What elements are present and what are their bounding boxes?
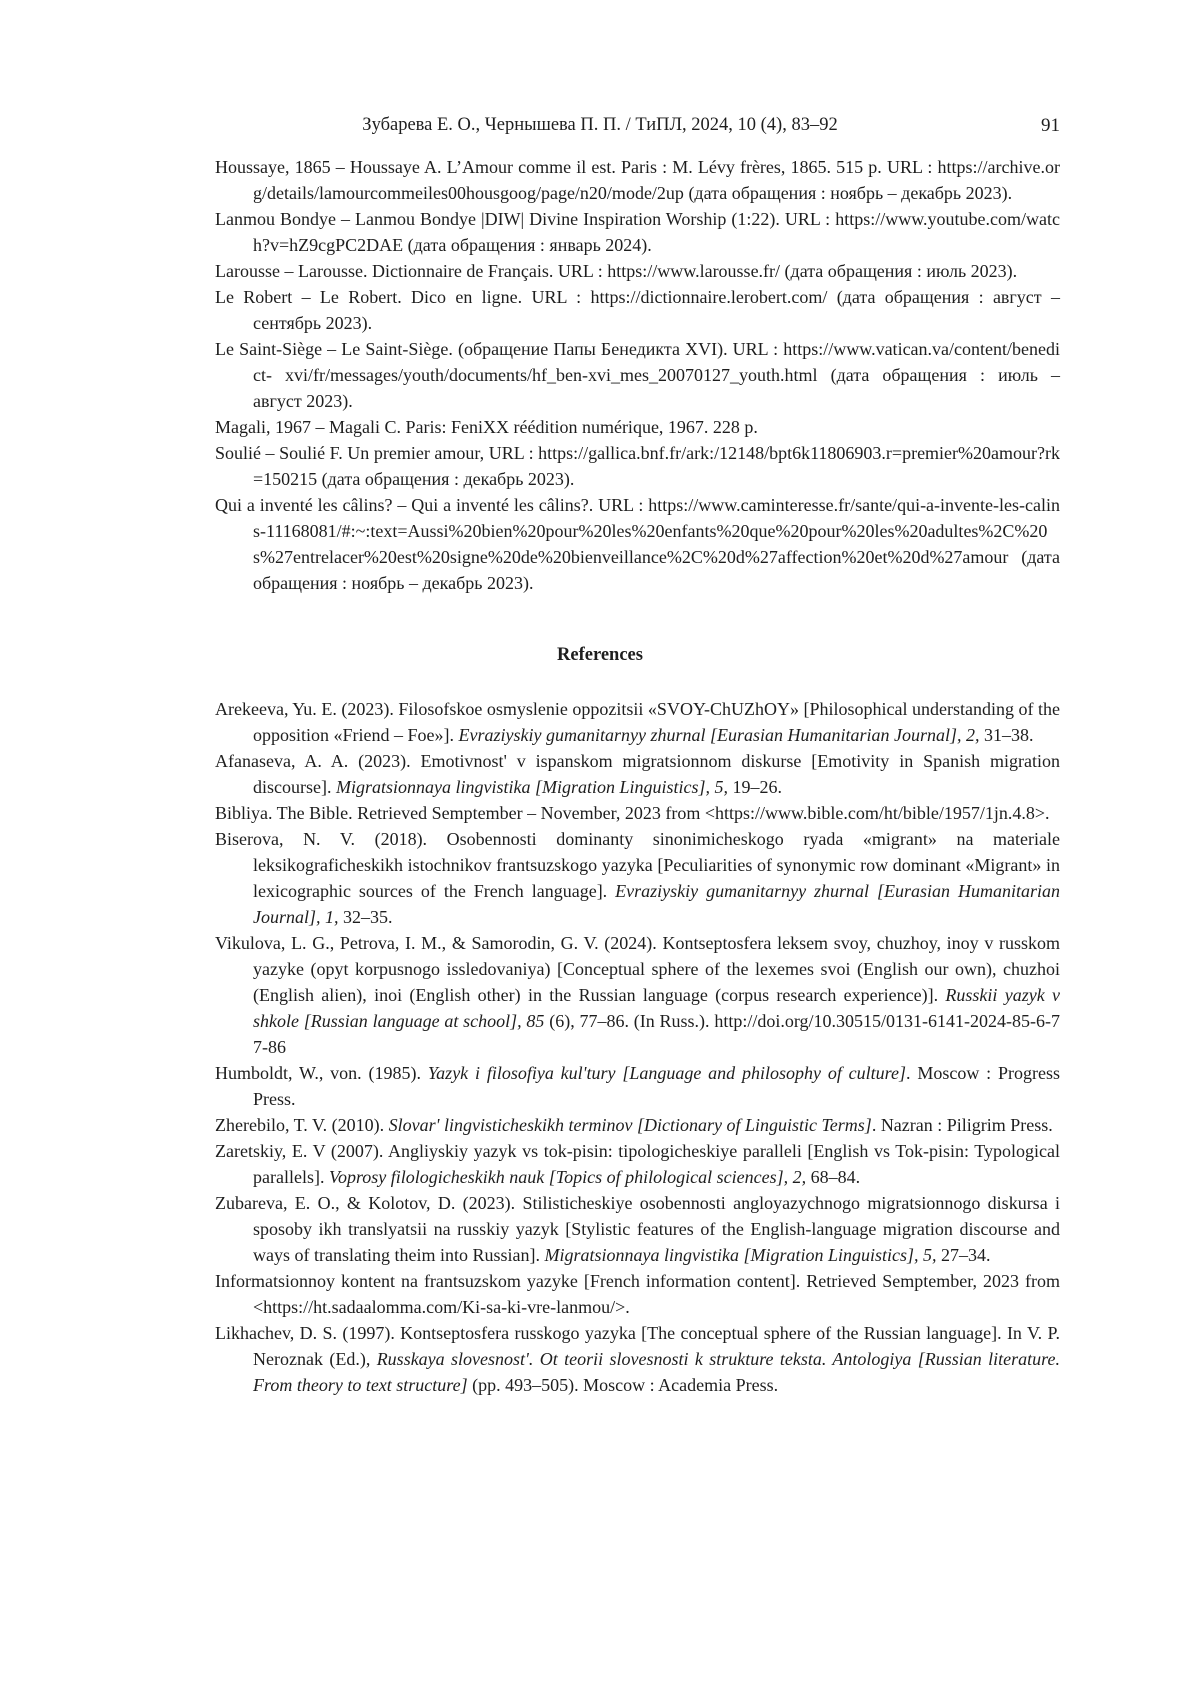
reference-entry	[215, 826, 1060, 930]
bibliography-entry	[215, 492, 1060, 596]
text-segment: Zubareva, E. O., & Kolotov, D. (2023). Stilisticheskiye osobennosti angloyazychnogo migratsionnogo diskursa i sposoby ikh translyatsii na russkiy yazyk [Stylistic features of the English-language migration discourse and ways of translating theim into Russian].	[215, 1193, 1060, 1265]
url-text: https://www.youtube.com/watch?v=hZ9cgPC2DAE	[253, 209, 1060, 255]
text-segment: Larousse – Larousse. Dictionnaire de Français. URL :	[215, 261, 608, 281]
text-segment: Vikulova, L. G., Petrova, I. M., & Samorodin, G. V. (2024). Kontseptosfera leksem svoy, chuzhoy, inoy v russkom yazyke (opyt korpusnogo issledovaniya) [Conceptual sphere of the lexemes svoi (English our own), chuzhoi (English alien), inoi (English other) in the Russian language (corpus research experience)].	[215, 933, 1060, 1005]
text-segment: 68–84.	[806, 1167, 861, 1187]
text-segment: . Moscow : Progress Press.	[253, 1063, 1060, 1109]
text-segment: >.	[615, 1297, 630, 1317]
text-segment: Zherebilo, T. V. (2010).	[215, 1115, 389, 1135]
url-text: https://ht.sadaalomma.com/Ki-sa-ki-vre-lanmou/	[263, 1297, 616, 1317]
italic-text: Evraziyskiy gumanitarnyy zhurnal [Eurasian Humanitarian Journal], 1,	[253, 881, 1060, 927]
reference-entry	[215, 1320, 1060, 1398]
text-segment: . Nazran : Piligrim Press.	[871, 1115, 1053, 1135]
reference-entry	[215, 748, 1060, 800]
bibliography-entry	[215, 284, 1060, 336]
text-segment: (дата обращения : ноябрь – декабрь 2023).	[683, 183, 1013, 203]
text-segment: Biserova, N. V. (2018). Osobennosti dominanty sinonimicheskogo ryada «migrant» na materiale leksikograficheskikh istochnikov frantsuzskogo yazyka [Peculiarities of synonymic row dominant «Migrant» in lexicographic sources of the French language].	[215, 829, 1060, 901]
text-segment: 19–26.	[728, 777, 782, 797]
text-segment: Likhachev, D. S. (1997). Kontseptosfera russkogo yazyka [The conceptual sphere of the Russian language]. In V. P. Neroznak (Ed.),	[215, 1323, 1060, 1369]
running-title: Зубарева Е. О., Чернышева П. П. / ТиПЛ, 2024, 10 (4), 83–92	[362, 115, 838, 135]
text-segment: Soulié – Soulié F. Un premier amour, URL :	[215, 443, 539, 463]
italic-text: Voprosy filologicheskikh nauk [Topics of philological sciences], 2,	[328, 1167, 807, 1187]
text-segment: Houssaye, 1865 – Houssaye A. L’Amour comme il est. Paris : M. Lévy frères, 1865. 515 p. URL :	[215, 157, 938, 177]
italic-text: Slovar' lingvisticheskikh terminov [Dictionary of Linguistic Terms]	[388, 1115, 872, 1135]
reference-entry	[215, 1138, 1060, 1190]
references-heading: References	[557, 645, 643, 665]
text-segment: Humboldt, W., von. (1985).	[215, 1063, 428, 1083]
url-text: https://dictionnaire.lerobert.com/	[590, 287, 828, 307]
italic-text: Russkaya slovesnost'. Ot teorii slovesnosti k strukture teksta. Antologiya [Russian literature. From theory to text structure]	[253, 1349, 1060, 1395]
bibliography-entry	[215, 258, 1060, 284]
bibliography-list	[215, 154, 1060, 596]
text-segment: Le Robert – Le Robert. Dico en ligne. URL :	[215, 287, 591, 307]
text-segment: Arekeeva, Yu. E. (2023). Filosofskoe osmyslenie oppozitsii «SVOY-ChUZhOY» [Philosophical understanding of the opposition «Friend – Foe»].	[215, 699, 1060, 745]
text-segment: 31–38.	[979, 725, 1034, 745]
references-list	[215, 696, 1060, 1398]
reference-entry	[215, 1190, 1060, 1268]
text-segment: Lanmou Bondye – Lanmou Bondye |DIW| Divine Inspiration Worship (1:22). URL :	[215, 209, 836, 229]
text-segment: Informatsionnoy kontent na frantsuzskom yazyke [French information content]. Retrieved Semptember, 2023 from <	[215, 1271, 1060, 1317]
italic-text: Russkii yazyk v shkole [Russian language at school], 85	[253, 985, 1060, 1031]
text-segment: (6), 77–86. (In Russ.).	[544, 1011, 715, 1031]
bibliography-entry	[215, 154, 1060, 206]
text-segment: (дата обращения : август – сентябрь 2023).	[253, 287, 1060, 333]
bibliography-entry	[215, 414, 1060, 440]
reference-entry	[215, 1060, 1060, 1112]
url-text: https://archive.org/details/lamourcommeiles00housgoog/page/n20/mode/2up	[253, 157, 1060, 203]
text-segment: Bibliya. The Bible. Retrieved Semptember – November, 2023 from <	[215, 803, 715, 823]
url-text: https://www.larousse.fr/	[607, 261, 781, 281]
reference-entry	[215, 800, 1060, 826]
url-text: https://www.caminteresse.fr/sante/qui-a-invente-les-calins-11168081/#:~:text=Aussi%20bien%20pour%20les%20enfants%20que%20pour%20les%20adultes%2C%20s%27entrelacer%20est%20signe%20de%20bienveillance%2C%20d%27affection%20et%20d%27amour	[253, 495, 1060, 567]
text-segment: Zaretskiy, E. V (2007). Angliyskiy yazyk vs tok-pisin: tipologicheskiye paralleli [English vs Tok-pisin: Typological parallels].	[215, 1141, 1060, 1187]
text-segment: (дата обращения : январь 2024).	[403, 235, 652, 255]
url-text: http://doi.org/10.30515/0131-6141-2024-85-6-77-86	[253, 1011, 1060, 1057]
text-segment: Le Saint-Siège – Le Saint-Siège. (обращение Папы Бенедикта XVI). URL :	[215, 339, 784, 359]
italic-text: Migratsionnaya lingvistika [Migration Linguistics], 5,	[335, 777, 728, 797]
text-segment: (дата обращения : декабрь 2023).	[317, 469, 575, 489]
page-number: 91	[1041, 115, 1060, 136]
text-segment: 32–35.	[338, 907, 393, 927]
page-header	[215, 112, 1060, 138]
bibliography-entry	[215, 336, 1060, 414]
reference-entry	[215, 930, 1060, 1060]
reference-entry	[215, 1268, 1060, 1320]
reference-entry	[215, 696, 1060, 748]
text-segment: >.	[1034, 803, 1050, 823]
italic-text: Migratsionnaya lingvistika [Migration Linguistics], 5,	[544, 1245, 937, 1265]
url-text: https://gallica.bnf.fr/ark:/12148/bpt6k11806903.r=premier%20amour?rk=150215	[253, 443, 1060, 489]
bibliography-entry	[215, 440, 1060, 492]
text-segment: (дата обращения : ноябрь – декабрь 2023).	[253, 547, 1060, 593]
italic-text: Evraziyskiy gumanitarnyy zhurnal [Eurasian Humanitarian Journal], 2,	[458, 725, 980, 745]
italic-text: Yazyk i filosofiya kul'tury [Language and philosophy of culture]	[427, 1063, 906, 1083]
text-segment: Afanaseva, A. A. (2023). Emotivnost' v ispanskom migratsionnom diskurse [Emotivity in Spanish migration discourse].	[215, 751, 1060, 797]
url-text: https://www.bible.com/ht/bible/1957/1jn.4.8	[715, 803, 1035, 823]
text-segment: 27–34.	[936, 1245, 991, 1265]
url-text: https://www.vatican.va/content/benedict- xvi/fr/messages/youth/documents/hf_ben-xvi_mes_20070127_youth.html	[253, 339, 1060, 385]
bibliography-entry	[215, 206, 1060, 258]
text-segment: (pp. 493–505). Moscow : Academia Press.	[467, 1375, 779, 1395]
text-segment: (дата обращения : июль 2023).	[780, 261, 1018, 281]
text-segment: Qui a inventé les câlins? – Qui a inventé les câlins?. URL :	[215, 495, 649, 515]
text-segment: (дата обращения : июль – август 2023).	[253, 365, 1060, 411]
reference-entry	[215, 1112, 1060, 1138]
text-segment: Magali, 1967 – Magali C. Paris: FeniXX réédition numérique, 1967. 228 p.	[215, 417, 758, 437]
